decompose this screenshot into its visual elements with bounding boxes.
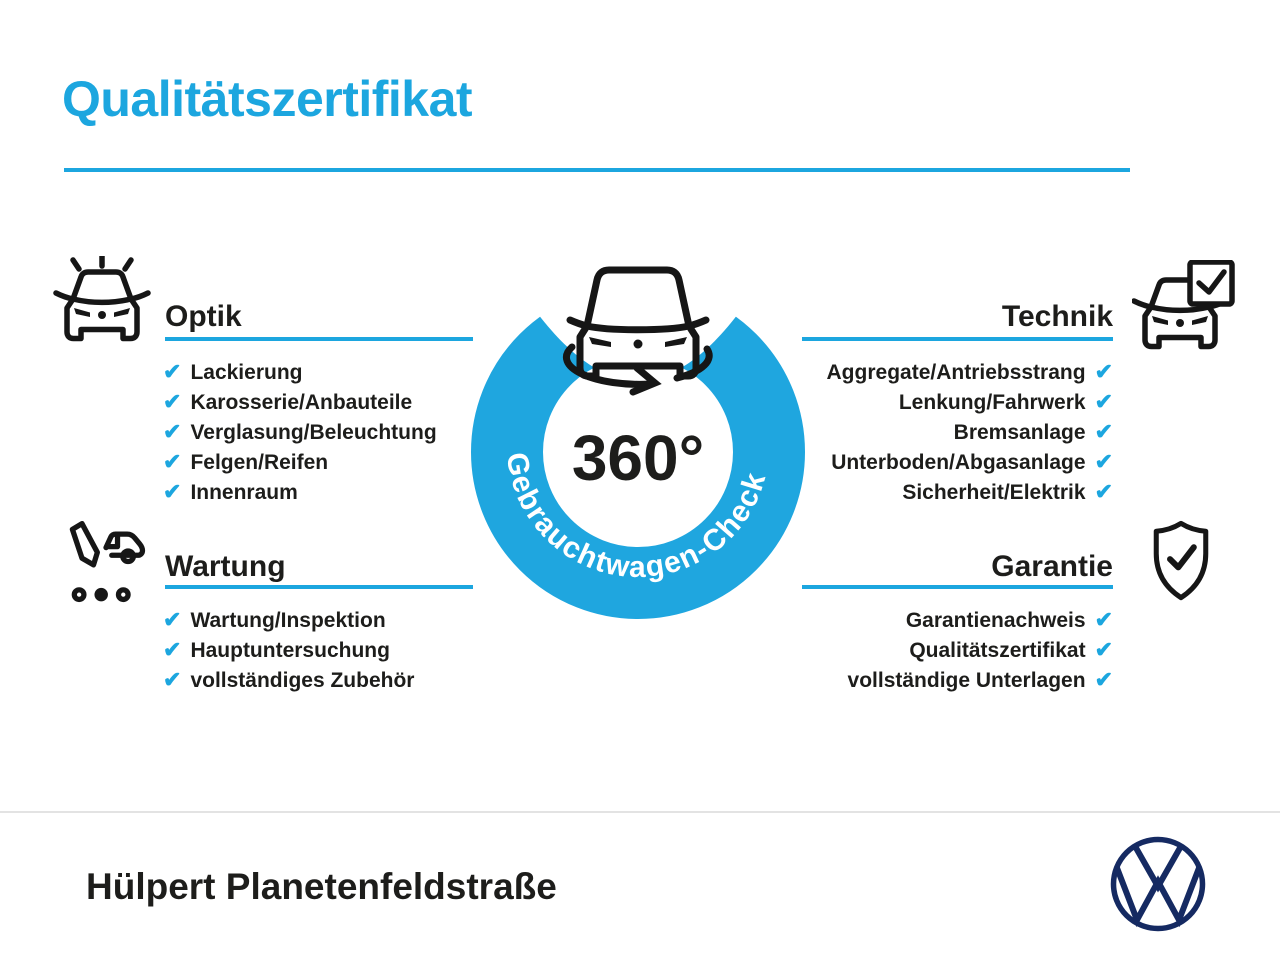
item-label: Lenkung/Fahrwerk — [898, 391, 1086, 414]
item-label: Wartung/Inspektion — [190, 609, 386, 632]
check-icon: ✔ — [163, 667, 182, 692]
checklist-item — [163, 666, 414, 696]
checklist-item — [163, 478, 437, 508]
badge-curved-text: Gebrauchtwagen-Check — [499, 450, 773, 585]
item-label: vollständige Unterlagen — [847, 669, 1086, 692]
badge-360 — [455, 240, 825, 640]
dealer-name: Hülpert Planetenfeldstraße — [86, 866, 557, 907]
checklist-item — [693, 666, 1113, 696]
check-icon: ✔ — [1094, 449, 1113, 474]
check-icon: ✔ — [163, 359, 182, 384]
page-title: Qualitätszertifikat — [62, 71, 473, 127]
item-label: Verglasung/Beleuchtung — [190, 421, 437, 444]
check-icon: ✔ — [163, 419, 182, 444]
check-icon: ✔ — [1094, 479, 1113, 504]
section-title-optik: Optik — [165, 300, 242, 333]
check-icon: ✔ — [1094, 389, 1113, 414]
wartung-checklist — [163, 606, 414, 696]
check-icon: ✔ — [1094, 359, 1113, 384]
item-label: Innenraum — [190, 481, 298, 504]
checklist-item — [163, 606, 414, 636]
checklist-item — [163, 636, 414, 666]
item-label: Garantienachweis — [905, 609, 1086, 632]
check-icon: ✔ — [163, 637, 182, 662]
item-label: Lackierung — [190, 361, 303, 384]
checklist-item — [163, 388, 437, 418]
title-underline — [64, 168, 1130, 172]
item-label: Karosserie/Anbauteile — [190, 391, 413, 414]
vw-logo-icon — [1108, 834, 1208, 934]
item-label: Felgen/Reifen — [190, 451, 329, 474]
item-label: Bremsanlage — [953, 421, 1086, 444]
car-shine-icon — [50, 256, 154, 348]
check-icon: ✔ — [163, 607, 182, 632]
shield-check-icon — [1148, 518, 1214, 604]
item-label: Aggregate/Antriebsstrang — [826, 361, 1086, 384]
section-underline-garantie — [802, 585, 1113, 589]
section-underline-wartung — [165, 585, 473, 589]
checklist-item — [163, 448, 437, 478]
section-title-wartung: Wartung — [165, 550, 286, 583]
footer-divider — [0, 811, 1280, 813]
car-checkbox-icon — [1132, 260, 1238, 352]
check-icon: ✔ — [1094, 637, 1113, 662]
check-icon: ✔ — [163, 449, 182, 474]
item-label: vollständiges Zubehör — [190, 669, 415, 692]
section-title-technik: Technik — [1001, 300, 1113, 333]
badge-degrees: 360° — [571, 422, 705, 494]
section-title-garantie: Garantie — [991, 550, 1113, 583]
item-label: Hauptuntersuchung — [190, 639, 390, 662]
checklist-item — [163, 358, 437, 388]
item-label: Unterboden/Abgasanlage — [831, 451, 1086, 474]
pencil-car-checklist-icon — [58, 518, 154, 606]
check-icon: ✔ — [163, 389, 182, 414]
item-label: Sicherheit/Elektrik — [902, 481, 1086, 504]
section-underline-optik — [165, 337, 473, 341]
section-underline-technik — [802, 337, 1113, 341]
check-icon: ✔ — [1094, 419, 1113, 444]
optik-checklist — [163, 358, 437, 508]
checklist-item — [693, 636, 1113, 666]
checklist-item — [163, 418, 437, 448]
check-icon: ✔ — [1094, 607, 1113, 632]
check-icon: ✔ — [163, 479, 182, 504]
check-icon: ✔ — [1094, 667, 1113, 692]
item-label: Qualitätszertifikat — [909, 639, 1086, 662]
